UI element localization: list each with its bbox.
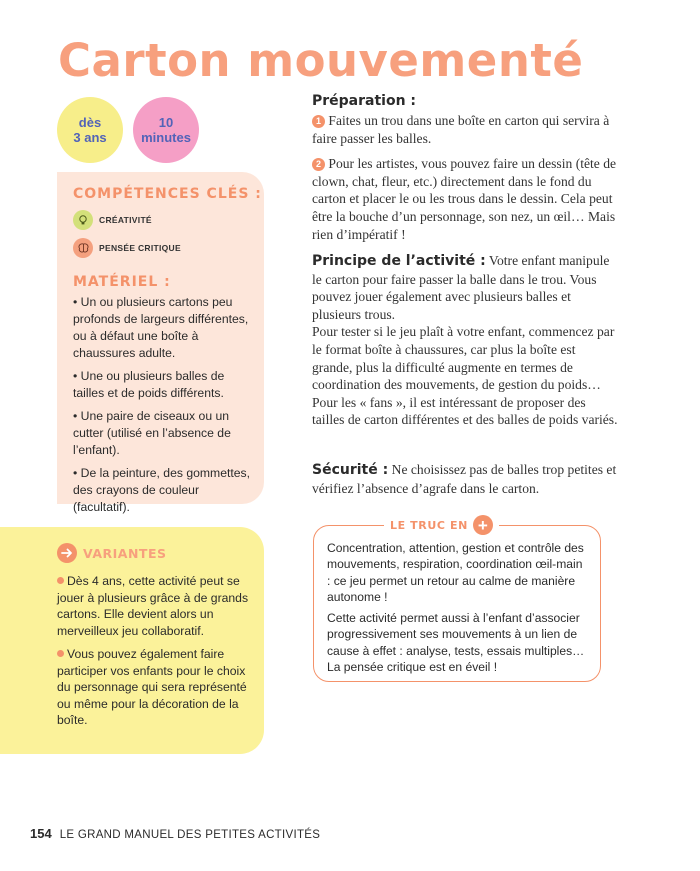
preparation-heading: Préparation : [312,93,417,109]
material-item: • Une ou plusieurs balles de tailles et de poids différents. [73,369,225,400]
variants-header [57,543,250,563]
security-section [312,461,618,497]
security-heading: Sécurité : [312,462,389,478]
material-list [73,294,264,516]
brain-icon [73,238,93,258]
principle-heading: Principe de l’activité : [312,253,486,269]
preparation-section [312,93,618,243]
principle-paragraph [312,252,618,323]
principle-text-1: Votre enfant manipule le carton pour faire passer la balle dans le trou. Vous pouvez jouer également avec plusieurs balles et plusieurs trous. [312,253,610,322]
page-title: Carton mouvementé [58,34,584,87]
arrow-right-icon [57,543,77,563]
material-item: • De la peinture, des gommettes, des crayons de couleur (facultatif). [73,466,251,514]
tip-label [384,515,499,535]
tip-box [313,515,601,682]
variant-text: Dès 4 ans, cette activité peut se jouer à plusieurs grâce à de grands cartons. Elle devient alors un merveilleux jeu collaboratif. [57,574,249,638]
tip-paragraph: Concentration, attention, gestion et contrôle des mouvements, respiration, coordination œil-main : ce jeu permet un retour au calme de manière autonome ! [327,541,584,604]
material-item: • Un ou plusieurs cartons peu profonds de largeurs différentes, ou à défaut une boîte à chaussures adulte. [73,295,249,360]
age-badge-line1: dès [78,115,102,130]
step-text: Pour les artistes, vous pouvez faire un dessin (tête de clown, chat, fleur, etc.) directement dans le fond du carton et placer le ou les trous dans le dessin. Cela peut être la bouche d’un personnage, son nez, un œil… Mais rien d’impératif ! [312,156,617,242]
material-item: • Une paire de ciseaux ou un cutter (utilisé en l’absence de l’enfant). [73,409,231,457]
skills-heading: COMPÉTENCES CLÉS : [73,186,262,202]
preparation-step [312,112,618,147]
page-footer [30,826,320,841]
age-badge [57,97,123,163]
bullet-icon [57,577,64,584]
duration-badge [133,97,199,163]
security-text: Ne choisissez pas de balles trop petites et vérifiez l’absence d’agrafe dans le carton. [312,462,617,496]
skill-item [73,238,264,258]
tip-paragraph: Cette activité permet aussi à l’enfant d’associer progressivement ses mouvements à un lien de cause à effet : analyse, tests, essais multiples… La pensée critique est en éveil ! [327,611,585,675]
security-paragraph [312,461,618,497]
duration-badge-line1: 10 [158,115,174,130]
bullet-icon [57,650,64,657]
skill-label: CRÉATIVITÉ [99,215,152,225]
variants-panel [0,527,264,754]
skill-item [73,210,264,230]
tip-label-text: LE TRUC EN [390,518,468,532]
step-number-badge: 2 [312,158,325,171]
skill-label: PENSÉE CRITIQUE [99,243,181,253]
principle-section [312,252,618,429]
page-number: 154 [30,826,52,841]
duration-badge-line2: minutes [141,130,191,145]
variants-heading: VARIANTES [83,545,167,561]
step-number-badge: 1 [312,115,325,128]
principle-text-2: Pour tester si le jeu plaît à votre enfant, commencez par le format boîte à chaussures, car plus la boîte est grande, plus la difficulté augmente en termes de coordination des mouvements, de gestion du poids… Pour les « fans », il est intéressant de proposer des tailles de carton différentes et des balles de poids variés. [312,324,618,428]
book-title: LE GRAND MANUEL DES PETITES ACTIVITÉS [59,829,321,841]
variant-text: Vous pouvez également faire participer vos enfants pour le choix du personnage qui sera représenté ou même pour la décoration de la boîte. [57,647,247,727]
variant-item [57,646,250,729]
variant-item [57,573,250,639]
skills-material-panel [57,172,264,514]
preparation-step [312,155,618,243]
lightbulb-icon [73,210,93,230]
plus-icon: + [473,515,493,535]
material-heading: MATÉRIEL : [73,274,171,290]
age-badge-line2: 3 ans [73,130,107,145]
step-text: Faites un trou dans une boîte en carton qui servira à faire passer les balles. [312,113,610,146]
